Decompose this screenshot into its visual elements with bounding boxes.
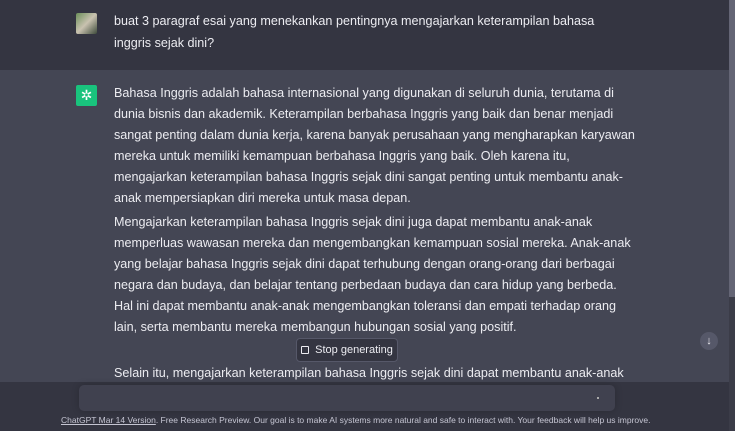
stop-icon: [301, 346, 309, 354]
assistant-message-line: Bahasa Inggris adalah bahasa internasional yang digunakan di seluruh dunia, terutama di: [114, 86, 614, 100]
user-message-row: [0, 0, 729, 70]
footer-text: [61, 415, 650, 425]
footer-disclaimer: . Free Research Preview. Our goal is to make AI systems more natural and safe to interact with. Your feedback will help us improve.: [155, 415, 651, 425]
assistant-message-line: Mengajarkan keterampilan bahasa Inggris sejak dini juga dapat membantu anak-anak: [114, 215, 593, 229]
scrollbar-thumb[interactable]: [729, 0, 735, 297]
assistant-message-line: yang belajar bahasa Inggris sejak dini dapat terhubung dengan orang-orang dari berbagai: [114, 257, 615, 271]
user-message-line: inggris sejak dini?: [114, 36, 215, 50]
loading-dot: [597, 397, 599, 399]
assistant-message-line: mengajarkan keterampilan bahasa Inggris sejak dini sangat penting untuk membantu anak-: [114, 170, 623, 184]
assistant-message-line: mereka untuk memiliki kemampuan berbahasa Inggris yang baik. Oleh karena itu,: [114, 149, 570, 163]
stop-generating-button[interactable]: [296, 338, 398, 362]
assistant-message-line: sangat penting dalam dunia kerja, karena banyak perusahaan yang mengharapkan karyawan: [114, 128, 635, 142]
assistant-message-line: Hal ini dapat membantu anak-anak mengembangkan toleransi dan empati terhadap orang: [114, 299, 616, 313]
version-link[interactable]: ChatGPT Mar 14 Version: [61, 415, 156, 425]
assistant-message-line: negara dan budaya, dan belajar tentang perbedaan budaya dan cara hidup yang berbeda.: [114, 278, 617, 292]
assistant-message-line: anak mempersiapkan diri mereka untuk masa depan.: [114, 191, 411, 205]
assistant-message-line: lain, serta membantu mereka membangun hubungan sosial yang positif.: [114, 320, 517, 334]
scroll-down-icon[interactable]: ↓: [700, 332, 718, 350]
message-input[interactable]: [79, 385, 615, 411]
openai-logo-icon: ✲: [76, 85, 97, 106]
user-message-line: buat 3 paragraf esai yang menekankan pentingnya mengajarkan keterampilan bahasa: [114, 14, 595, 28]
assistant-message-line: Selain itu, mengajarkan keterampilan bahasa Inggris sejak dini dapat membantu anak-anak: [114, 366, 624, 380]
stop-generating-label: Stop generating: [315, 344, 393, 356]
user-avatar: [76, 13, 97, 34]
assistant-message-line: memperluas wawasan mereka dan mengembangkan kemampuan sosial mereka. Anak-anak: [114, 236, 631, 250]
assistant-message-line: dunia bisnis dan akademik. Keterampilan berbahasa Inggris yang baik dan benar menjadi: [114, 107, 614, 121]
